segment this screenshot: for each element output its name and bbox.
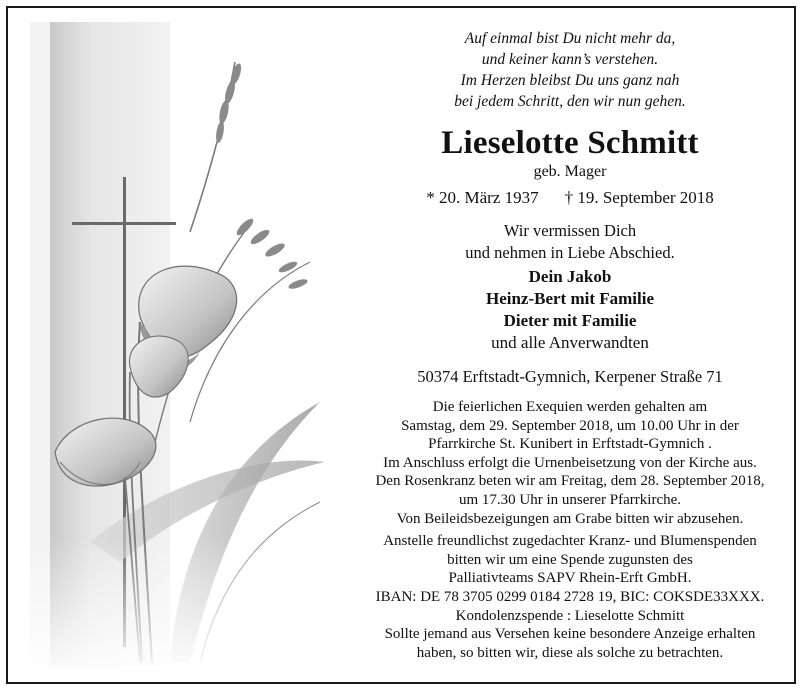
service-line: Im Anschluss erfolgt die Urnenbeisetzung von der Kirche aus. bbox=[383, 454, 757, 471]
obituary-notice bbox=[6, 6, 796, 684]
donation-line: bitten wir um eine Spende zugunsten des bbox=[447, 551, 693, 568]
poem bbox=[326, 28, 800, 112]
donation-info bbox=[326, 532, 800, 662]
other-mourners: und alle Anverwandten bbox=[491, 333, 649, 352]
birth-name: geb. Mager bbox=[533, 163, 607, 180]
poem-line: Auf einmal bist Du nicht mehr da, bbox=[464, 30, 676, 47]
mourner-name: Dieter mit Familie bbox=[503, 311, 637, 330]
family-address: 50374 Erftstadt-Gymnich, Kerpener Straße 71 bbox=[417, 367, 723, 386]
service-line: Pfarrkirche St. Kunibert in Erftstadt-Gymnich . bbox=[428, 436, 712, 453]
poem-line: bei jedem Schritt, den wir nun gehen. bbox=[454, 93, 686, 110]
farewell-text bbox=[326, 220, 800, 264]
death-date: † 19. September 2018 bbox=[564, 188, 714, 207]
service-line: Samstag, dem 29. September 2018, um 10.00 Uhr in der bbox=[401, 417, 739, 434]
donation-line: Anstelle freundlichst zugedachter Kranz- und Blumenspenden bbox=[383, 533, 757, 550]
donation-line: Sollte jemand aus Versehen keine besondere Anzeige erhalten bbox=[384, 626, 756, 643]
poem-line: Im Herzen bleibst Du uns ganz nah bbox=[460, 72, 680, 89]
donation-line: Palliativteams SAPV Rhein-Erft GmbH. bbox=[448, 570, 692, 587]
farewell-line: und nehmen in Liebe Abschied. bbox=[465, 243, 675, 262]
memorial-artwork bbox=[30, 22, 330, 667]
donation-line: Kondolenzspende : Lieselotte Schmitt bbox=[455, 607, 685, 624]
funeral-service-info bbox=[326, 398, 800, 528]
birth-date: * 20. März 1937 bbox=[426, 188, 539, 207]
service-line: Die feierlichen Exequien werden gehalten am bbox=[432, 399, 708, 415]
mourners bbox=[326, 266, 800, 354]
mourner-name: Heinz-Bert mit Familie bbox=[485, 289, 655, 308]
mourner-name: Dein Jakob bbox=[528, 267, 612, 286]
bank-details: IBAN: DE 78 3705 0299 0184 2728 19, BIC: COKSDE33XXX. bbox=[375, 588, 765, 605]
deceased-name: Lieselotte Schmitt bbox=[441, 125, 699, 161]
service-line: Von Beileidsbezeigungen am Grabe bitten wir abzusehen. bbox=[396, 510, 744, 527]
donation-line: haben, so bitten wir, diese als solche zu betrachten. bbox=[416, 644, 724, 661]
farewell-line: Wir vermissen Dich bbox=[503, 221, 637, 240]
life-dates bbox=[326, 186, 800, 210]
service-line: um 17.30 Uhr in unserer Pfarrkirche. bbox=[458, 491, 682, 508]
service-line: Den Rosenkranz beten wir am Freitag, dem 28. September 2018, bbox=[375, 473, 765, 490]
poem-line: und keiner kann’s verstehen. bbox=[481, 51, 659, 68]
obituary-text bbox=[326, 28, 800, 662]
